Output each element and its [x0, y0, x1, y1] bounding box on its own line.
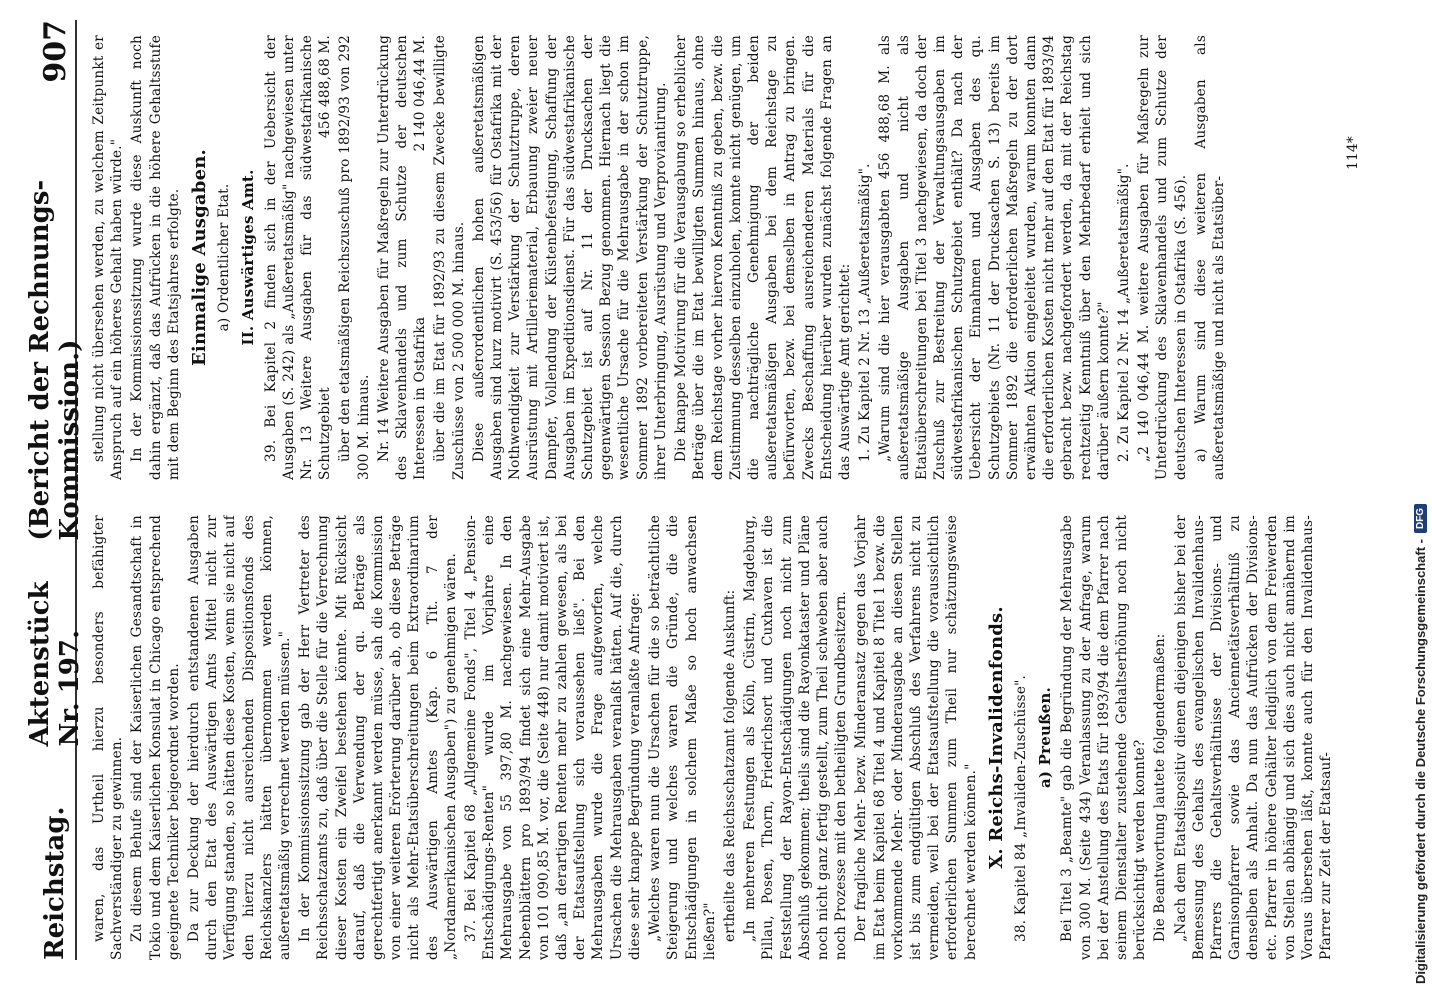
paragraph: In der Kommissionssitzung gab der Herr Vertreter des Reichsschatzamts zu, daß über die Stelle für die Verrechnung dieser Kosten ein Zweifel bestehen könnte. Mit Rücksicht darauf, daß die Verwendung der qu. Beträge als gerechtfertigt anerkannt werden müsse, sah die Kommission von einer weiteren Erörterung darüber ab, ob diese Beträge nicht als Mehr-Etatsüberschreitungen beim Extraordinarium des Auswärtigen Amtes (Kap. 6 Tit. 7 der „Nordamerikanischen Ausgaben") zu genehmigen wären. [297, 515, 459, 960]
header-middle [25, 83, 85, 807]
page-number: 907 [37, 20, 73, 83]
paragraph-text: 39. Bei Kapitel 2 finden sich in der Uebersicht der Ausgaben (S. 242) als „Außeretatsmäßig" nachgewiesen unter Nr. 13 Weitere Ausgaben für das südwestafrikanische Schutzgebiet [262, 35, 334, 480]
paragraph: 37. Bei Kapitel 68 „Allgemeine Fonds", Titel 4 „Pension-Entschädigungs-Renten" wurde im Vorjahre eine Mehrausgabe von 55 397,80 M. nachgewiesen. In den Nebenblättern pro 1893/94 findet sich eine Mehr-Ausgabe von 101 090,85 M. vor, die (Seite 448) nur damit motiviert ist, daß „an derartigen Renten mehr zu zahlen gewesen, als bei der Etatsaufstellung sich voraussehen ließ". Bei den Mehrausgaben wurde die Frage aufgeworfen, welche Ursachen die Mehrausgaben veranlaßt hätten. Auf die, durch diese sehr knappe Begründung veranlaßte Anfrage: [463, 515, 643, 960]
paragraph: „Nach dem Etatsdispositiv dienen diejenigen bisher bei der Bemessung des Gehalts des evangelischen Invalidenhaus-Pfarrers die Gehaltsverhältnisse der Divisions- und Garnisonpfarrer sowie das Anciennetätsverhältniß zu denselben als Anhalt. Da nun das Aufrücken der Divisions- etc. Pfarrer in höhere Gehälter lediglich von dem Freiwerden von Stellen abhängig und sich dies auch nicht annähernd im Voraus übersehen läßt, konnte auch für den Invalidenhaus-Pfarrer zur Zeit der Etatsauf- [1172, 515, 1335, 960]
header-title: (Bericht der Rechnungs-Kommission.) [25, 179, 85, 541]
subsection-heading: a) Preußen. [1036, 687, 1055, 788]
paragraph: 38. Kapitel 84 „Invaliden-Zuschüsse". [1012, 674, 1029, 942]
paragraph: Zu diesem Behufe sind der Kaiserlichen Gesandtschaft in Tokio und dem Kaiserlichen Konsulat in Chicago entsprechend geeignete Techniker beigeordnet worden. [129, 515, 182, 960]
credit-text: Digitalisierung gefördert durch die Deutsche Forschungsgemeinschaft - [1412, 539, 1428, 984]
header-left: Reichstag. [40, 806, 70, 960]
paragraph: ertheilte das Reichsschatzamt folgende Auskunft: [721, 589, 738, 942]
paragraph: Die knappe Motivirung für die Verausgabung so erheblicher Beträge über die im Etat bewilligten Summen hinaus, ohne dem Reichstage vorher hiervon Kenntniß zu geben, bezw. die Zustimmung desselben einzuholen, konnte nicht genügen, um die nachträgliche Genehmigung der beiden außeretatsmäßigen Ausgaben bei dem Reichstage zu befürworten, bezw. bei demselben in Antrag zu bringen. Zwecks Beschaffung ausreichenderen Materials für die Entscheidung hierüber wurden zunächst folgende Fragen an das Auswärtige Amt gerichtet: [673, 35, 853, 480]
paragraph: Die Beantwortung lautete folgendermaßen: [1152, 633, 1169, 942]
page-header [25, 20, 85, 960]
digitization-credit [1408, 0, 1432, 1000]
left-column [90, 515, 1340, 960]
paragraph: Diese außerordentlichen hohen außeretatsmäßigen Ausgaben sind kurz motivirt (S. 453/56) für Ostafrika mit der Nothwendigkeit zur Verstärkung der Schutztruppe, deren Ausrüstung mit Artilleriematerial, Erbauung zweier neuer Dampfer, Vollendung der Küstenbefestigung, Schaffung der Ausgaben im Expeditionsdienst. Für das südwestafrikanische Schutzgebiet ist auf Nr. 11 der Drucksachen der gegenwärtigen Session Bezug genommen. Hiernach liegt die wesentliche Ursache für die Mehrausgabe in der schon im Sommer 1892 vorbereiteten Verstärkung der Schutztruppe, ihrer Unterbringung, Ausrüstung und Verproviantirung. [470, 35, 669, 480]
dfg-logo: DFG [1414, 504, 1427, 533]
paragraph: „Welches waren nun die Ursachen für die so beträchtliche Steigerung und welches waren die Gründe, die die Entschädigungen in solchem Maße so hoch anwachsen ließen?" [647, 515, 718, 960]
subsection-heading: II. Auswärtiges Amt. [239, 169, 258, 346]
paragraph: 2. Zu Kapitel 2 Nr. 14 „Außeretatsmäßig". [1115, 163, 1132, 462]
paragraph: „2 140 046,44 M. weitere Ausgaben für Maßregeln zur Unterdrückung des Sklavenhandels und zum Schutze der deutschen Interessen in Ostafrika (S. 456). [1136, 35, 1189, 480]
paragraph: über den etatsmäßigen Reichszuschuß pro 1892/93 von 292 300 M. hinaus. [337, 35, 372, 480]
paragraph: In der Kommissionssitzung wurde diese Auskunft noch dahin ergänzt, daß das Aufrücken in die höhere Gehaltsstufe mit dem Beginn des Etatsjahres erfolgte. [129, 35, 182, 480]
paragraph: 1. Zu Kapitel 2 Nr. 13 „Außeretatsmäßig". [857, 163, 874, 462]
signature-mark: 114* [1345, 136, 1361, 170]
paragraph: Da zur Deckung der hierdurch entstandenen Ausgaben durch den Etat des Auswärtigen Amts Mittel nicht zur Verfügung standen, so hätten diese Kosten, wenn sie nicht auf den hierzu nicht ausreichenden Dispositionsfonds des Reichskanzlers hätten übernommen werden können, außeretatsmäßig verrechnet werden müssen." [186, 515, 294, 960]
paragraph: waren, das Urtheil hierzu besonders befähigter Sachverständiger zu gewinnen. [91, 515, 126, 960]
paragraph: a) Warum sind diese weiteren Ausgaben als außeretatsmäßige und nicht als Etatsüber- [1192, 35, 1227, 480]
paragraph: Der fragliche Mehr- bezw. Minderansatz gegen das Vorjahr im Etat beim Kapitel 68 Titel 4 und Kapitel 8 Titel 1 bezw. die vorkommende Mehr- oder Minderausgabe an diesen Stellen ist bis zum endgültigen Abschluß des Verfahrens nicht zu vermeiden, weil bei der Etatsaufstellung die voraussichtlich erforderlichen Summen zum Theil nur schätzungsweise berechnet werden können." [853, 515, 979, 960]
paragraph: „In mehreren Festungen als Köln, Cüstrin, Magdeburg, Pillau, Posen, Thorn, Friedrichsort und Cuxhaven ist die Feststellung der Rayon-Entschädigungen noch nicht zum Abschluß gekommen; theils sind die Rayonkataster und Pläne noch nicht ganz fertig gestellt, zum Theil schweben aber auch noch Prozesse mit den betheiligten Grundbesitzern. [742, 515, 850, 960]
section-heading: X. Reichs-Invalidenfonds. [985, 606, 1007, 869]
amount: 456 488,68 M. [317, 35, 334, 138]
paragraph [262, 35, 335, 480]
subsection-heading: a) Ordentlicher Etat. [216, 183, 233, 332]
paragraph: stellung nicht übersehen werden, zu welchem Zeitpunkt er Anspruch auf ein höheres Gehalt haben würde." [91, 35, 126, 480]
paragraph: über die im Etat für 1892/93 zu diesem Zwecke bewilligte Zuschüsse von 2 500 000 M. hinaus. [432, 35, 467, 480]
paragraph [375, 35, 430, 480]
amount: 2 140 046,44 M. [412, 35, 429, 152]
right-column [90, 35, 1340, 480]
header-document-number: Aktenstück Nr. 197. [25, 581, 85, 747]
section-heading: Einmalige Ausgaben. [189, 149, 211, 366]
paragraph: „Warum sind die hier verausgabten 456 488,68 M. als außeretatsmäßige Ausgaben und nicht als Etatsüberschreitungen bei Titel 3 nachgewiesen, da doch der Zuschuß zur Bestreitung der Verwaltungsausgaben im südwestafrikanischen Schutzgebiet enthält? Da nach der Uebersicht der Einnahmen und Ausgaben des qu. Schutzgebiets (Nr. 11 der Drucksachen S. 13) bereits im Sommer 1892 die erforderlichen Maßregeln zu der dort erwähnten Aktion eingeleitet wurden, warum konnten dann die erforderlichen Kosten nicht mehr auf den Etat für 1893/94 gebracht bezw. nachgefordert werden, da mit der Reichstag rechtzeitig Kenntniß über den Mehrbedarf erhielt und sich darüber äußern konnte?" [877, 35, 1112, 480]
paragraph: Bei Titel 3 „Beamte" gab die Begründung der Mehrausgabe von 300 M. (Seite 434) Veranlassung zu der Anfrage, warum bei der Anstellung des Etats für 1893/94 die dem Pfarrer nach seinem Dienstalter zustehende Gehaltserhöhung noch nicht berücksichtigt werden konnte? [1059, 515, 1149, 960]
paragraph-text: Nr. 14 Weitere Ausgaben für Maßregeln zur Unterdrückung des Sklavenhandels und zum Schutze der deutschen Interessen in Ostafrika [375, 35, 429, 480]
credit-strip [1408, 0, 1432, 1000]
